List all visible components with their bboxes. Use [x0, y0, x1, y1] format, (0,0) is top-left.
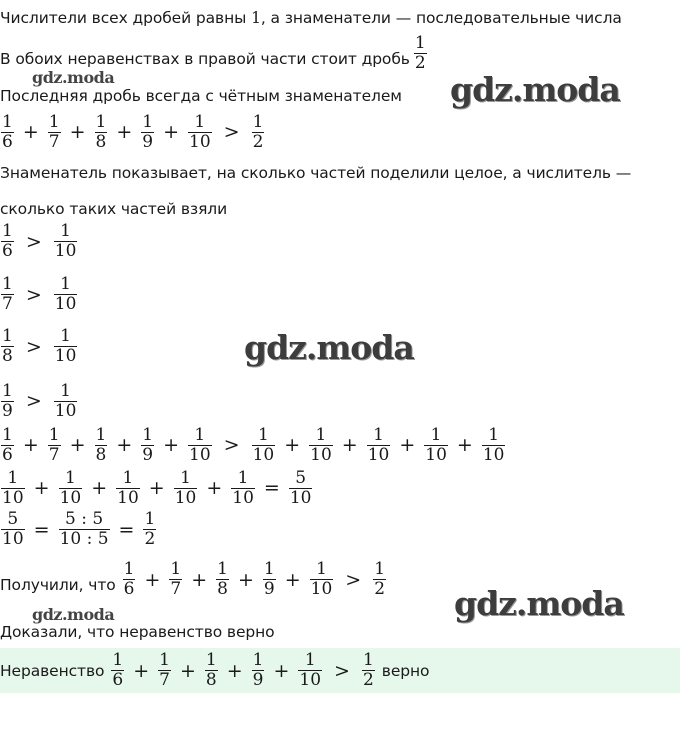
fraction-denominator: 10	[289, 487, 312, 508]
fraction-denominator: 10 : 5	[59, 529, 109, 549]
math-operator: +	[163, 121, 179, 143]
math-operator: =	[263, 477, 280, 499]
fraction-numerator: 1	[263, 559, 275, 579]
math-operator: +	[237, 568, 254, 591]
math-operator: +	[284, 434, 301, 456]
fraction	[188, 426, 212, 465]
fraction-numerator: 1	[430, 424, 442, 445]
math-operator: =	[33, 518, 50, 541]
math-operator: +	[456, 434, 473, 456]
watermark-top-right: gdz.moda	[450, 70, 620, 109]
compare-1-7	[0, 275, 78, 314]
fraction	[1, 327, 14, 366]
fraction-numerator: 1	[64, 467, 76, 488]
equation-reduce-half	[0, 510, 157, 549]
fraction	[169, 560, 182, 599]
fraction-numerator: 1	[170, 559, 182, 579]
fraction	[111, 651, 124, 690]
fraction-numerator: 1	[414, 33, 426, 53]
fraction	[158, 651, 171, 690]
fraction-numerator: 1	[2, 380, 13, 401]
fraction	[252, 113, 265, 152]
fraction-denominator: 9	[263, 579, 275, 599]
fraction-denominator: 8	[2, 346, 13, 366]
fraction-numerator: 1	[237, 467, 249, 488]
fraction	[205, 651, 218, 690]
fraction-denominator: 2	[252, 131, 264, 152]
fraction	[54, 327, 78, 366]
fraction	[367, 426, 391, 465]
inequality-main	[0, 110, 265, 154]
equation-tenths-sum	[0, 466, 313, 510]
math-operator: +	[226, 659, 243, 682]
fraction-numerator: 1	[95, 111, 107, 132]
math-relation: >	[223, 434, 240, 456]
fraction	[48, 426, 61, 465]
fraction	[95, 113, 108, 152]
fraction	[174, 469, 198, 508]
fraction-numerator: 1	[180, 467, 191, 488]
fraction-numerator: 1	[142, 111, 154, 132]
watermark-small-bottom: gdz.moda	[32, 605, 115, 624]
fraction-numerator: 1	[252, 650, 264, 670]
fraction-denominator: 10	[310, 579, 333, 599]
fraction-denominator: 9	[252, 670, 264, 690]
fraction-numerator: 5	[295, 467, 307, 488]
fraction-denominator: 8	[217, 579, 228, 599]
fraction	[1, 510, 25, 549]
fraction-denominator: 8	[95, 444, 107, 465]
fraction-denominator: 10	[59, 487, 82, 508]
fraction-numerator: 1	[60, 221, 71, 241]
line-proved: Доказали, что неравенство верно	[0, 623, 275, 641]
answer-block: Неравенство $\frac{1}{6}$ + $\frac{1}{7}$ + $\frac{1}{8}$ + $\frac{1}{9}$ + $\frac{1}{10}$ > $\frac{1}{2}$ верно	[0, 648, 680, 693]
fraction-numerator: 1	[48, 424, 60, 445]
fraction-denominator: 6	[2, 241, 13, 261]
fraction-denominator: 9	[142, 131, 154, 152]
math-operator: +	[69, 434, 86, 456]
fraction-numerator: 1	[48, 111, 60, 132]
math-operator: +	[273, 659, 290, 682]
math-operator: +	[191, 568, 208, 591]
fraction-numerator: 1	[373, 424, 384, 445]
fraction-numerator: 1	[194, 424, 206, 445]
math-relation: >	[223, 121, 240, 143]
fraction	[424, 426, 448, 465]
fraction-denominator: 10	[252, 444, 275, 465]
fraction-denominator: 10	[2, 529, 24, 549]
fraction-denominator: 10	[117, 487, 139, 508]
fraction-numerator: 1	[142, 424, 154, 445]
fraction	[54, 382, 78, 421]
fraction-numerator: 1	[362, 650, 374, 670]
math-operator: +	[284, 568, 301, 591]
math-operator: +	[22, 121, 39, 143]
math-relation: >	[25, 230, 42, 253]
fraction-numerator: 1	[194, 111, 206, 132]
fraction-denominator: 7	[170, 579, 182, 599]
compare-1-6	[0, 222, 78, 261]
line-got-that: Получили, что $\frac{1}{6}$ + $\frac{1}{7}$ + $\frac{1}{8}$ + $\frac{1}{9}$ + $\frac{1}{10}$ > $\frac{1}{2}$	[0, 559, 386, 599]
fraction-denominator: 6	[2, 444, 13, 465]
fraction-numerator: 1	[2, 326, 13, 346]
fraction	[298, 651, 322, 690]
fraction-denominator: 7	[48, 131, 60, 152]
fraction	[141, 113, 154, 152]
fraction-numerator: 1	[60, 380, 71, 401]
fraction	[1, 426, 14, 465]
fraction	[231, 469, 255, 508]
fraction-numerator: 1	[123, 559, 135, 579]
fraction	[188, 113, 212, 152]
fraction	[252, 426, 276, 465]
fraction-denominator: 8	[205, 670, 217, 690]
fraction-denominator: 6	[112, 670, 124, 690]
fraction-denominator: 6	[2, 131, 13, 152]
fraction-denominator: 10	[2, 487, 24, 508]
math-operator: +	[148, 477, 165, 499]
fraction-numerator: 1	[488, 424, 500, 445]
fraction-denominator: 10	[54, 400, 77, 421]
fraction-numerator: 1	[2, 424, 13, 445]
fraction	[143, 510, 156, 549]
fraction-denominator: 9	[142, 444, 154, 465]
math-operator: +	[33, 477, 50, 499]
fraction-denominator: 7	[2, 294, 13, 314]
fraction	[123, 560, 136, 599]
fraction-numerator: 1	[205, 650, 217, 670]
fraction-numerator: 1	[257, 424, 269, 445]
math-relation: >	[25, 283, 42, 306]
fraction	[362, 651, 375, 690]
math-operator: +	[116, 434, 133, 456]
math-operator: +	[399, 434, 416, 456]
fraction-numerator: 1	[112, 650, 124, 670]
watermark-small-top: gdz.moda	[32, 68, 115, 87]
fraction	[252, 651, 265, 690]
fraction	[59, 469, 83, 508]
fraction-denominator: 10	[299, 670, 322, 690]
fraction-numerator: 1	[144, 509, 156, 529]
fraction	[1, 469, 25, 508]
fraction-numerator: 1	[217, 559, 228, 579]
fraction-denominator: 10	[482, 444, 505, 465]
fraction-denominator: 8	[95, 131, 107, 152]
math-operator: +	[116, 121, 133, 143]
line-right-side-fraction: В обоих неравенствах в правой части стоит дробь $\frac{1}{2}$	[0, 33, 426, 73]
fraction-denominator: 10	[174, 487, 197, 508]
fraction-denominator: 9	[2, 400, 13, 421]
math-operator: =	[118, 518, 135, 541]
fraction-denominator: 10	[54, 294, 77, 314]
fraction-numerator: 5 : 5	[64, 509, 104, 529]
fraction-numerator: 1	[60, 326, 71, 346]
fraction	[95, 426, 108, 465]
fraction	[1, 275, 14, 314]
fraction	[263, 560, 276, 599]
line-numerators-equal: Числители всех дробей равны 1, а знаменатели — последовательные числа	[0, 9, 622, 27]
fraction	[1, 222, 14, 261]
line-parts-taken: сколько таких частей взяли	[0, 200, 228, 218]
fraction-numerator: 1	[2, 274, 13, 294]
fraction	[48, 113, 61, 152]
math-relation: >	[25, 335, 42, 358]
math-operator: +	[69, 121, 86, 143]
fraction-denominator: 2	[414, 53, 426, 73]
math-operator: +	[144, 568, 161, 591]
fraction-denominator: 10	[189, 444, 211, 465]
fraction-numerator: 1	[252, 111, 264, 132]
fraction-numerator: 1	[60, 274, 71, 294]
fraction-denominator: 2	[374, 579, 386, 599]
fraction	[141, 426, 154, 465]
fraction-numerator: 1	[95, 424, 107, 445]
line-denominator-meaning: Знаменатель показывает, на сколько частей поделили целое, а числитель —	[0, 164, 632, 182]
fraction-denominator: 10	[54, 346, 77, 366]
fraction	[309, 426, 333, 465]
fraction-denominator: 10	[367, 444, 390, 465]
fraction-numerator: 1	[159, 650, 170, 670]
fraction-denominator: 7	[48, 444, 60, 465]
fraction-denominator: 10	[425, 444, 447, 465]
fraction-one-half	[414, 34, 427, 73]
fraction-denominator: 10	[54, 241, 77, 261]
fraction	[1, 113, 14, 152]
fraction-numerator: 1	[304, 650, 316, 670]
fraction	[54, 275, 78, 314]
math-relation: >	[345, 568, 362, 591]
fraction-numerator: 1	[315, 424, 327, 445]
fraction	[1, 382, 14, 421]
fraction-numerator: 1	[374, 559, 386, 579]
fraction-numerator: 1	[2, 111, 13, 132]
fraction-denominator: 10	[232, 487, 254, 508]
fraction	[289, 469, 313, 508]
compare-1-8	[0, 327, 78, 366]
fraction-denominator: 7	[159, 670, 170, 690]
fraction-denominator: 6	[123, 579, 135, 599]
fraction	[482, 426, 506, 465]
watermark-center: gdz.moda	[244, 328, 414, 367]
math-operator: +	[163, 434, 179, 456]
math-operator: +	[133, 659, 150, 682]
fraction	[310, 560, 334, 599]
compare-1-9	[0, 379, 78, 423]
watermark-bottom-right: gdz.moda	[454, 584, 624, 623]
fraction-numerator: 5	[7, 509, 19, 529]
fraction-numerator: 1	[2, 221, 13, 241]
inequality-sum-vs-tenths	[0, 423, 506, 467]
fraction	[116, 469, 140, 508]
math-relation: >	[334, 659, 350, 682]
fraction	[59, 510, 110, 549]
math-operator: +	[341, 434, 358, 456]
fraction-numerator: 1	[122, 467, 134, 488]
fraction	[216, 560, 229, 599]
fraction-denominator: 2	[362, 670, 374, 690]
fraction-denominator: 10	[189, 131, 211, 152]
fraction	[373, 560, 386, 599]
line-last-fraction-even: Последняя дробь всегда с чётным знаменателем	[0, 87, 402, 105]
math-relation: >	[25, 390, 42, 412]
fraction-denominator: 10	[310, 444, 332, 465]
math-operator: +	[206, 477, 223, 499]
fraction-numerator: 1	[7, 467, 19, 488]
fraction	[54, 222, 78, 261]
math-operator: +	[179, 659, 196, 682]
fraction-numerator: 1	[316, 559, 327, 579]
math-operator: +	[91, 477, 108, 499]
fraction-denominator: 2	[144, 529, 156, 549]
math-operator: +	[22, 434, 39, 456]
